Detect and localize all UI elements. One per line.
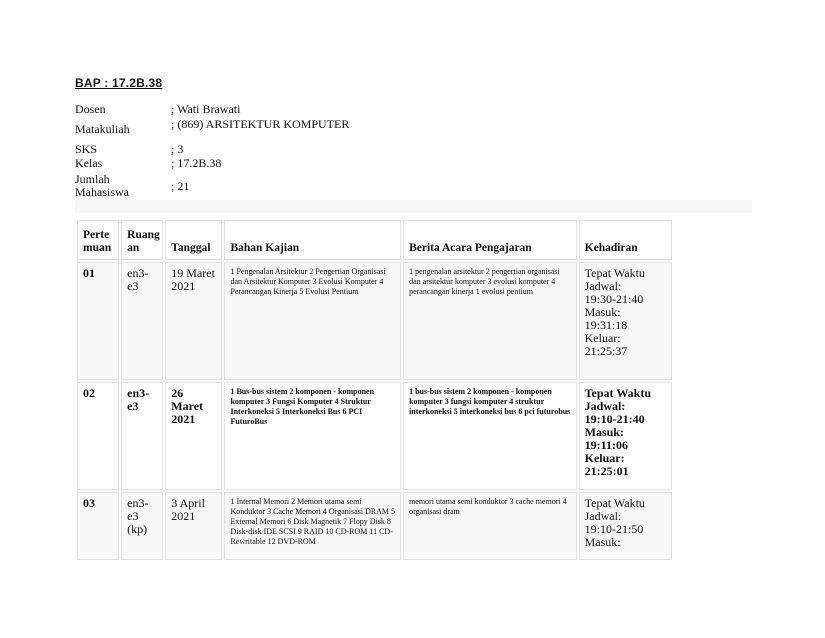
cell-tanggal: 3 April 2021	[165, 492, 222, 560]
kehadiran-line: Keluar:	[584, 451, 625, 465]
cell-bahan-kajian: 1 Bus-bus sistem 2 komponen - komponen komputer 3 Fungsi Komputer 4 Struktur Interkoneksi 5 Interkoneksi Bus 6 PCI FuturoBus	[224, 382, 401, 490]
col-header-ruangan: Ruang an	[121, 220, 163, 260]
table-row	[77, 492, 672, 560]
kehadiran-line: Masuk:	[584, 305, 621, 319]
kehadiran-line: Masuk:	[584, 535, 621, 549]
info-value: ; 3	[171, 142, 184, 156]
col-header-berita-acara: Berita Acara Pengajaran	[403, 220, 577, 260]
cell-tanggal: 19 Maret 2021	[165, 262, 222, 380]
info-label: Jumlah Mahasiswa	[75, 172, 129, 199]
kehadiran-status: Tepat Waktu	[584, 266, 645, 280]
info-label: Kelas	[75, 156, 103, 170]
cell-berita-acara: 1 pengenalan arsitektur 2 pengertian organisasi dan arsitektur komputer 3 evolusi komputer 4 perancangan kinerja 1 evolusi pentium	[403, 262, 577, 380]
kehadiran-line: 19:31:18	[584, 318, 628, 332]
cell-pertemuan: 01	[77, 262, 119, 380]
cell-pertemuan: 02	[77, 382, 119, 490]
kehadiran-status: Tepat Waktu	[584, 496, 645, 510]
kehadiran-line: Jadwal:	[584, 399, 626, 413]
info-label: SKS	[75, 142, 98, 156]
cell-kehadiran	[579, 382, 672, 490]
info-label: Matakuliah	[75, 122, 130, 136]
kehadiran-line: Jadwal:	[584, 509, 622, 523]
cell-kehadiran	[579, 262, 672, 380]
info-value: ; 17.2B.38	[171, 156, 222, 170]
cell-ruangan: en3-e3	[121, 262, 163, 380]
col-header-bahan-kajian: Bahan Kajian	[224, 220, 401, 260]
kehadiran-status: Tepat Waktu	[584, 386, 652, 400]
kehadiran-line: 19:30-21:40	[584, 292, 644, 306]
info-value: ; 21	[171, 179, 190, 193]
info-label: Dosen	[75, 102, 106, 116]
table-header-row	[77, 220, 672, 260]
kehadiran-line: Keluar:	[584, 331, 621, 345]
table-row	[77, 382, 672, 490]
cell-pertemuan: 03	[77, 492, 119, 560]
cell-ruangan: en3-e3 (kp)	[121, 492, 163, 560]
cell-berita-acara: memori utama semi konduktor 3 cache memori 4 organisasi dram	[403, 492, 577, 560]
cell-bahan-kajian: 1 Internal Memori 2 Memori utama semi Konduktor 3 Cache Memori 4 Organisasi DRAM 5 External Memori 6 Disk Magnetik 7 Flopy Disk 8 Disk-disk IDE SCSI 9 RAID 10 CD-ROM 11 CD-Rewritable 12 DVD-ROM	[224, 492, 401, 560]
cell-berita-acara: 1 bus-bus sistem 2 komponen - komponen komputer 3 fungsi komputer 4 struktur interkoneksi 5 interkoneksi bus 6 pci futurobus	[403, 382, 577, 490]
cell-bahan-kajian: 1 Pengenalan Arsitektur 2 Pengertian Organisasi dan Arsitektur Komputer 3 Evolusi Komputer 4 Perancangan Kinerja 5 Evolusi Pentium	[224, 262, 401, 380]
info-value: ; Wati Brawati	[171, 102, 241, 116]
col-header-tanggal: Tanggal	[165, 220, 222, 260]
separator-bar	[75, 200, 752, 213]
cell-ruangan: en3-e3	[121, 382, 163, 490]
table-row	[77, 262, 672, 380]
bap-table	[75, 218, 674, 562]
col-header-kehadiran: Kehadiran	[579, 220, 672, 260]
info-value: ; (869) ARSITEKTUR KOMPUTER	[171, 117, 350, 131]
kehadiran-line: 19:11:06	[584, 438, 628, 452]
col-header-pertemuan: Perte muan	[77, 220, 119, 260]
kehadiran-line: 21:25:37	[584, 344, 628, 358]
kehadiran-line: Jadwal:	[584, 279, 622, 293]
kehadiran-line: Masuk:	[584, 425, 624, 439]
cell-tanggal: 26 Maret 2021	[165, 382, 222, 490]
page-title: BAP : 17.2B.38	[75, 76, 163, 90]
kehadiran-line: 21:25:01	[584, 464, 629, 478]
cell-kehadiran	[579, 492, 672, 560]
kehadiran-line: 19:10-21:50	[584, 522, 644, 536]
kehadiran-line: 19:10-21:40	[584, 412, 645, 426]
